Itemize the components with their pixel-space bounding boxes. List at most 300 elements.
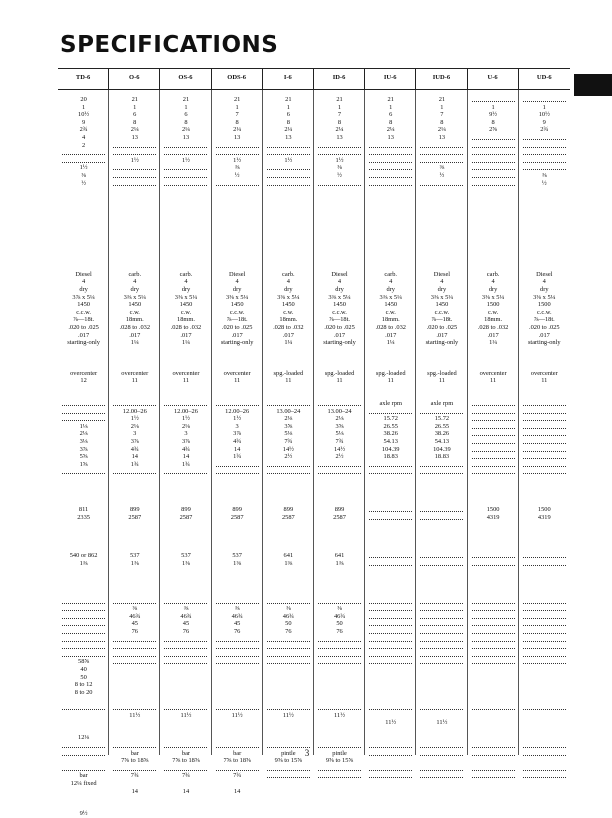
spec-value: 3	[133, 430, 137, 438]
dotted-leader	[318, 663, 361, 664]
spec-value: 15.72	[383, 415, 398, 423]
spec-value: 10½	[78, 111, 90, 119]
spec-value: 4	[440, 278, 444, 286]
spec-value: 1450	[230, 301, 244, 309]
dotted-leader	[113, 656, 156, 657]
spec-value: 11½	[231, 711, 243, 719]
dotted-leader	[472, 154, 515, 155]
spec-value: 14	[131, 787, 138, 795]
dotted-leader	[472, 169, 515, 170]
spec-value: dry	[437, 286, 447, 293]
dotted-leader	[318, 154, 361, 155]
spec-value: carb.	[128, 270, 142, 278]
spec-value: 4319	[537, 514, 551, 521]
dotted-leader	[523, 451, 566, 452]
spec-value: 21	[285, 96, 292, 103]
spec-value: 13.00–24	[276, 407, 301, 415]
dotted-leader	[472, 709, 515, 710]
spec-value: 1¼	[181, 339, 190, 347]
dotted-leader	[369, 177, 412, 178]
spec-value: .020 to .025	[529, 324, 560, 331]
spec-value: Diesel	[536, 270, 553, 278]
dotted-leader	[472, 458, 515, 459]
spec-value: 18mm.	[279, 316, 298, 324]
dotted-leader	[472, 633, 515, 634]
spec-value: 11	[131, 377, 138, 385]
spec-value: overcenter	[479, 369, 507, 377]
spec-value: .017	[78, 331, 90, 339]
dotted-leader	[164, 656, 207, 657]
dotted-leader	[369, 603, 412, 604]
model-header: ID-6	[314, 69, 365, 89]
spec-value: 3⅜ x 5¼	[225, 293, 249, 301]
spec-value: .017	[282, 331, 294, 339]
dotted-leader	[420, 603, 463, 604]
spec-value: 13	[336, 134, 343, 141]
dotted-leader	[523, 747, 566, 748]
spec-value: ½	[541, 179, 547, 187]
spec-value: Diesel	[331, 270, 348, 278]
spec-value: 2335	[77, 514, 90, 521]
dotted-leader	[113, 169, 156, 170]
spec-value: 4	[235, 278, 239, 286]
spec-value: 641	[334, 552, 345, 559]
dotted-leader	[216, 709, 259, 710]
spec-value: 2¼	[386, 126, 395, 134]
spec-value: 1¼	[386, 339, 395, 347]
spec-value: Diesel	[433, 270, 451, 278]
page-number: 3	[304, 748, 310, 758]
dotted-leader	[472, 610, 515, 611]
dotted-leader	[523, 147, 566, 148]
spec-column	[109, 90, 160, 795]
dotted-leader	[216, 663, 259, 664]
dotted-leader	[216, 656, 259, 657]
dotted-leader	[318, 709, 361, 710]
spec-value: c.w.	[385, 308, 396, 316]
spec-value: 1⅜	[181, 559, 190, 567]
dotted-leader	[113, 709, 156, 710]
spec-column	[416, 90, 467, 755]
spec-value: 1⅜	[130, 559, 139, 567]
spec-value: 2¼	[233, 126, 242, 134]
dotted-leader	[420, 747, 463, 748]
dotted-leader	[420, 618, 463, 619]
dotted-leader	[472, 413, 515, 414]
spec-value: 7¾	[233, 772, 242, 780]
dotted-leader	[62, 618, 105, 619]
spec-value: 1450	[128, 301, 142, 309]
spec-value: 13	[131, 134, 138, 141]
spec-value: bar	[181, 749, 191, 757]
dotted-leader	[472, 557, 515, 558]
spec-value: 13	[233, 134, 241, 141]
dotted-leader	[369, 154, 412, 155]
dotted-leader	[420, 663, 463, 664]
spec-value: Diesel	[75, 270, 92, 278]
dotted-leader	[267, 648, 310, 649]
dotted-leader	[113, 641, 156, 642]
dotted-leader	[420, 511, 463, 512]
spec-value: ½	[81, 179, 86, 187]
dotted-leader	[164, 663, 207, 664]
spec-value: 1½	[233, 156, 242, 164]
dotted-leader	[164, 177, 207, 178]
dotted-leader	[318, 641, 361, 642]
spec-value: 1	[542, 103, 546, 111]
spec-value: 14	[233, 445, 241, 453]
spec-value: 8	[235, 118, 239, 126]
dotted-leader	[267, 663, 310, 664]
dotted-leader	[369, 519, 412, 520]
dotted-leader	[523, 139, 566, 140]
dotted-leader	[113, 177, 156, 178]
dotted-leader	[369, 511, 412, 512]
spec-value: 14½	[333, 445, 346, 453]
dotted-leader	[472, 603, 515, 604]
dotted-leader	[216, 466, 259, 467]
dotted-leader	[420, 777, 463, 778]
spec-value: 899	[181, 506, 191, 514]
dotted-leader	[216, 405, 259, 406]
spec-value: 1	[81, 103, 86, 111]
spec-value: 4¾	[130, 445, 139, 453]
spec-value: 537	[232, 552, 242, 559]
spec-value: 11	[182, 377, 190, 385]
dotted-leader	[369, 618, 412, 619]
spec-value: spg.-loaded	[273, 369, 304, 377]
dotted-leader	[369, 656, 412, 657]
spec-value: 2¼	[284, 126, 293, 134]
dotted-leader	[420, 755, 463, 756]
spec-value: starting-only	[323, 339, 356, 347]
spec-value: 8 to 12	[74, 681, 93, 689]
dotted-leader	[62, 656, 105, 657]
spec-value: 9⅝ to 15⅝	[325, 757, 354, 765]
spec-value: 18.83	[383, 453, 398, 461]
spec-value: dry	[386, 286, 395, 293]
spec-value: .028 to .032	[273, 324, 304, 331]
dotted-leader	[420, 466, 463, 467]
spec-value: ⅜	[132, 605, 138, 613]
spec-value: dry	[540, 286, 549, 293]
spec-value: 76	[182, 628, 190, 635]
spec-value: .028 to .032	[170, 324, 202, 331]
spec-value: ⅜	[337, 605, 342, 613]
dotted-leader	[318, 603, 361, 604]
dotted-leader	[267, 154, 310, 155]
dotted-leader	[318, 648, 361, 649]
spec-value: 1⅜	[233, 559, 242, 567]
spec-value: 76	[336, 628, 343, 635]
dotted-leader	[113, 663, 156, 664]
spec-value: 2⅛	[284, 415, 293, 423]
spec-value: 11	[285, 377, 292, 385]
spec-value: 45	[233, 620, 241, 628]
spec-value: 6	[389, 111, 393, 119]
dotted-leader	[318, 466, 361, 467]
spec-value: 4	[389, 278, 393, 286]
spec-value: 46¾	[180, 612, 192, 620]
dotted-leader	[472, 101, 515, 102]
spec-value: .020 to .025	[324, 324, 355, 331]
spec-value: 54.13	[383, 438, 398, 445]
spec-value: 46¾	[129, 612, 141, 620]
dotted-leader	[164, 648, 207, 649]
spec-value: 3⅜ x 5¼	[533, 293, 556, 301]
dotted-leader	[472, 162, 515, 163]
spec-value: starting-only	[220, 339, 254, 347]
spec-value: ½	[439, 172, 445, 179]
dotted-leader	[523, 169, 566, 170]
spec-value: 7¾	[130, 772, 139, 780]
dotted-leader	[164, 709, 207, 710]
dotted-leader	[472, 405, 515, 406]
spec-value: starting-only	[67, 339, 100, 347]
spec-value: 45	[182, 620, 190, 628]
dotted-leader	[113, 747, 156, 748]
spec-value: 14	[182, 787, 190, 795]
dotted-leader	[420, 625, 463, 626]
dotted-leader	[369, 557, 412, 558]
spec-value: overcenter	[70, 369, 98, 377]
dotted-leader	[472, 755, 515, 756]
spec-value: 18.83	[434, 453, 450, 461]
spec-value: 899	[129, 506, 140, 514]
spec-value: 4¾	[233, 438, 242, 445]
dotted-leader	[523, 618, 566, 619]
spec-value: 3⅞ x 5¼	[72, 293, 95, 301]
dotted-leader	[472, 770, 515, 771]
page-title: SPECIFICATIONS	[60, 32, 279, 58]
spec-value: 1½	[79, 164, 88, 172]
dotted-leader	[523, 641, 566, 642]
dotted-leader	[267, 466, 310, 467]
spec-value: 13	[182, 134, 190, 141]
dotted-leader	[216, 648, 259, 649]
spec-value: 3⅜ x 5¼	[328, 293, 351, 301]
spec-value: 2⅛	[130, 422, 139, 430]
dotted-leader	[420, 565, 463, 566]
spec-value: 1⅝	[79, 460, 88, 468]
spec-value: dry	[488, 286, 498, 293]
spec-value: 26.55	[383, 422, 398, 430]
dotted-leader	[164, 473, 207, 474]
spec-value: 21	[336, 96, 343, 103]
spec-value: pintle	[281, 749, 296, 757]
spec-value: 1¼	[130, 339, 139, 347]
spec-value: 7¾	[284, 438, 293, 445]
spec-value: 2587	[230, 514, 244, 521]
dotted-leader	[113, 147, 156, 148]
spec-value: 76	[131, 628, 138, 635]
spec-value: 2⅛	[335, 415, 344, 423]
spec-value: 11½	[385, 719, 397, 727]
spec-value: 11½	[282, 711, 294, 719]
spec-value: 1½	[181, 415, 190, 423]
spec-value: 537	[181, 552, 191, 559]
model-header: IUD-6	[416, 69, 467, 89]
spec-value: .017	[180, 331, 192, 339]
dotted-leader	[62, 413, 105, 414]
spec-value: 3⅜ x 5¼	[481, 293, 505, 301]
dotted-leader	[216, 473, 259, 474]
spec-value: 1500	[537, 506, 551, 514]
spec-value: ⅜	[541, 172, 547, 179]
dotted-leader	[113, 603, 156, 604]
spec-value: 7	[337, 111, 342, 119]
dotted-leader	[472, 663, 515, 664]
dotted-leader	[267, 770, 310, 771]
model-header: TD-6	[58, 69, 109, 89]
dotted-leader	[62, 770, 105, 771]
spec-value: 46¾	[282, 612, 294, 620]
spec-value: 26.55	[434, 422, 450, 430]
spec-value: .017	[487, 331, 499, 339]
dotted-leader	[523, 610, 566, 611]
spec-value: 14	[182, 453, 190, 461]
spec-value: 13.00–24	[327, 407, 352, 415]
spec-value: 7¾	[335, 438, 344, 445]
spec-value: 50	[80, 673, 87, 681]
model-header: OS-6	[160, 69, 211, 89]
dotted-leader	[472, 435, 515, 436]
spec-value: 1	[440, 103, 444, 111]
spec-value: 21	[438, 96, 446, 103]
spec-value: ⅜	[337, 164, 342, 172]
spec-value: 11½	[129, 711, 141, 719]
dotted-leader	[472, 747, 515, 748]
spec-value: overcenter	[121, 369, 149, 377]
dotted-leader	[62, 648, 105, 649]
dotted-leader	[420, 648, 463, 649]
dotted-leader	[472, 177, 515, 178]
dotted-leader	[369, 755, 412, 756]
spec-value: 1	[286, 103, 290, 111]
spec-value: spg.-loaded	[427, 369, 457, 377]
dotted-leader	[472, 428, 515, 429]
spec-value: 1½	[130, 415, 139, 423]
dotted-leader	[420, 656, 463, 657]
spec-value: ⅞—18t.	[533, 316, 555, 324]
spec-value: c.w.	[487, 308, 499, 316]
dotted-leader	[369, 466, 412, 467]
dotted-leader	[472, 139, 515, 140]
dotted-leader	[216, 641, 259, 642]
spec-value: 3⅜ x 5¼	[277, 293, 300, 301]
dotted-leader	[472, 185, 515, 186]
spec-value: 11	[336, 377, 343, 385]
dotted-leader	[62, 473, 105, 474]
spec-columns	[58, 90, 570, 818]
spec-value: bar	[79, 772, 88, 780]
spec-value: 13	[387, 134, 394, 141]
dotted-leader	[113, 154, 156, 155]
spec-value: dry	[232, 286, 242, 293]
spec-value: 5⅛	[335, 430, 344, 438]
spec-value: 8	[184, 118, 188, 126]
spec-value: .020 to .025	[68, 324, 99, 331]
dotted-leader	[62, 405, 105, 406]
dotted-leader	[420, 473, 463, 474]
spec-value: 13	[285, 134, 292, 141]
spec-value: 50	[285, 620, 292, 628]
dotted-leader	[267, 777, 310, 778]
spec-value: 9	[542, 118, 546, 126]
spec-value: c.c.w.	[229, 308, 245, 316]
spec-value: dry	[130, 286, 140, 293]
dotted-leader	[472, 641, 515, 642]
dotted-leader	[420, 709, 463, 710]
spec-value: 2¼	[335, 126, 344, 134]
spec-value: 1½	[284, 156, 293, 164]
dotted-leader	[523, 755, 566, 756]
dotted-leader	[267, 641, 310, 642]
dotted-leader	[62, 747, 105, 748]
dotted-leader	[113, 770, 156, 771]
spec-value: 1½	[181, 156, 190, 164]
spec-value: 4¾	[181, 445, 190, 453]
dotted-leader	[369, 747, 412, 748]
spec-value: 3⅜ x 5¼	[430, 293, 454, 301]
spec-value: 1¾	[181, 460, 190, 468]
model-header: UD-6	[536, 74, 552, 81]
dotted-leader	[216, 770, 259, 771]
spec-value: 4	[286, 278, 290, 286]
dotted-leader	[369, 663, 412, 664]
spec-value: carb.	[384, 270, 398, 278]
spec-value: ⅜	[234, 164, 240, 172]
spec-value: 2587	[333, 514, 346, 521]
spec-value: 3	[235, 422, 239, 430]
dotted-leader	[420, 162, 463, 163]
spec-value: 1	[235, 103, 239, 111]
spec-column	[263, 90, 314, 765]
spec-value: carb.	[486, 270, 500, 278]
dotted-leader	[472, 777, 515, 778]
spec-value: 3⅜ x 5¼	[379, 293, 402, 301]
dotted-leader	[369, 162, 412, 163]
dotted-leader	[113, 473, 156, 474]
dotted-leader	[62, 162, 105, 163]
dotted-leader	[62, 603, 105, 604]
dotted-leader	[164, 641, 207, 642]
dotted-leader	[523, 770, 566, 771]
spec-value: dry	[335, 286, 344, 293]
spec-value: 14½	[282, 445, 294, 453]
spec-column	[212, 90, 263, 795]
dotted-leader	[318, 747, 361, 748]
spec-value: 1¼	[284, 339, 293, 347]
spec-value: 1¾	[130, 460, 139, 468]
dotted-leader	[164, 147, 207, 148]
dotted-leader	[369, 641, 412, 642]
dotted-leader	[369, 648, 412, 649]
spec-value: starting-only	[425, 339, 459, 347]
spec-value: 6	[184, 111, 188, 119]
spec-value: overcenter	[223, 369, 251, 377]
dotted-leader	[113, 185, 156, 186]
spec-value: ⅞—18t.	[226, 316, 248, 324]
spec-value: 899	[283, 506, 294, 514]
spec-value: 1⅜	[335, 559, 344, 567]
spec-value: 4319	[486, 514, 500, 521]
dotted-leader	[472, 565, 515, 566]
dotted-leader	[62, 154, 105, 155]
spec-value: .017	[436, 331, 448, 339]
spec-value: 38.26	[383, 430, 398, 438]
spec-value: 10½	[538, 111, 550, 119]
